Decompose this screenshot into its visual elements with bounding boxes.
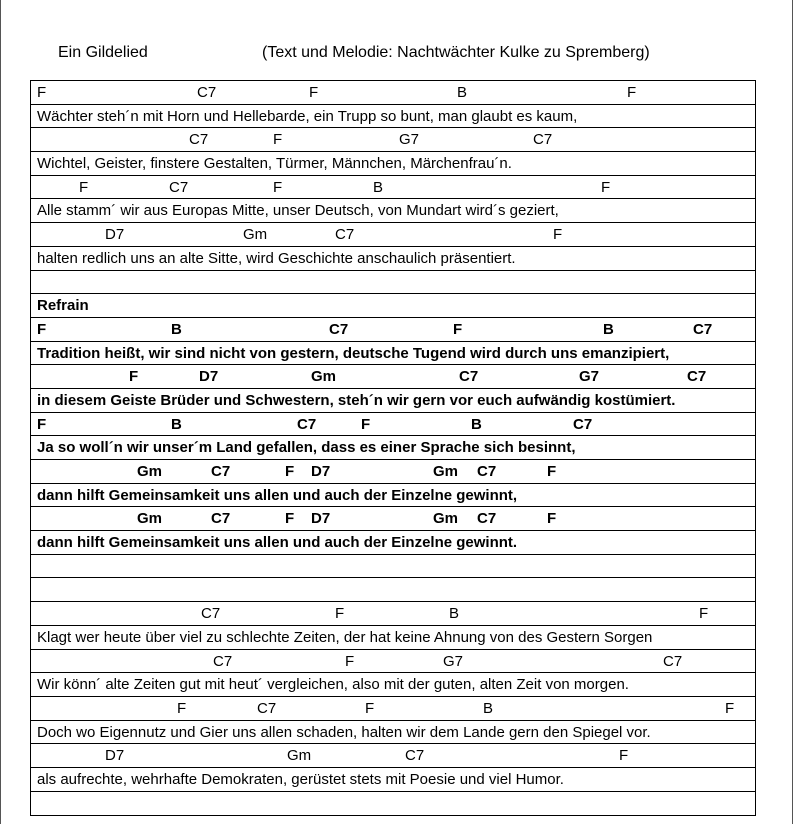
lyric-line: dann hilft Gemeinsamkeit uns allen und auch der Einzelne gewinnt, (37, 486, 518, 504)
refrain-heading-row (31, 294, 755, 318)
chord-label: C7 (687, 368, 707, 386)
chord-label: F (627, 84, 637, 101)
chord-row (31, 602, 755, 626)
chord-label: F (547, 510, 557, 528)
chord-row (31, 365, 755, 389)
page-edge-right (792, 0, 793, 824)
chord-label: Gm (243, 226, 268, 244)
chord-label: C7 (211, 463, 231, 480)
lyric-line: in diesem Geiste Brüder und Schwestern, steh´n wir gern vor euch aufwändig kostümiert. (37, 391, 676, 409)
chord-label: B (457, 84, 468, 101)
chord-label: Gm (137, 463, 163, 480)
chord-row (31, 650, 755, 674)
chord-label: F (37, 84, 47, 101)
chord-row (31, 223, 755, 247)
chord-label: F (285, 510, 295, 528)
lyric-row (31, 484, 755, 508)
chord-label: D7 (105, 747, 125, 765)
chord-label: F (601, 178, 611, 196)
chord-row (31, 176, 755, 200)
chord-label: C7 (693, 320, 713, 338)
chord-label: F (699, 605, 709, 623)
chord-label: G7 (443, 652, 464, 670)
chord-label: F (335, 605, 345, 623)
chord-label: C7 (459, 368, 479, 386)
chord-label: C7 (197, 84, 217, 101)
empty-row (31, 555, 755, 579)
chord-label: F (37, 320, 47, 338)
lyric-row (31, 673, 755, 697)
chord-label: Gm (287, 747, 312, 765)
chord-label: C7 (201, 605, 221, 623)
chord-label: Gm (311, 368, 337, 386)
lyric-line: Wächter steh´n mit Horn und Hellebarde, ein Trupp so bunt, man glaubt es kaum, (37, 107, 578, 125)
chord-label: B (171, 320, 182, 338)
lyric-line: Wir könn´ alte Zeiten gut mit heut´ vergleichen, also mit der guten, alten Zeit von morgen. (37, 676, 629, 694)
page-edge-left (0, 0, 1, 824)
chord-label: F (309, 84, 319, 101)
document-title: Ein Gildelied (58, 44, 148, 61)
chord-label: F (361, 415, 371, 433)
chord-label: D7 (199, 368, 219, 386)
chord-label: C7 (405, 747, 425, 765)
chord-row (31, 460, 755, 484)
chord-row (31, 744, 755, 768)
lyric-row (31, 389, 755, 413)
chord-label: B (171, 415, 182, 433)
chord-label: F (273, 131, 283, 149)
lyric-line: Doch wo Eigennutz und Gier uns allen schaden, halten wir dem Lande gern den Spiegel vor. (37, 723, 651, 741)
lyric-row (31, 531, 755, 555)
empty-row (31, 578, 755, 602)
chord-label: F (129, 368, 139, 386)
lyric-row (31, 768, 755, 792)
chord-row (31, 318, 755, 342)
chord-label: F (37, 415, 47, 433)
chord-label: F (345, 652, 355, 670)
chord-label: D7 (311, 463, 331, 480)
chord-label: B (449, 605, 460, 623)
lyric-row (31, 247, 755, 271)
lyric-line: Ja so woll´n wir unser´m Land gefallen, dass es einer Sprache sich besinnt, (37, 439, 576, 457)
chord-label: F (177, 699, 187, 717)
chord-label: C7 (211, 510, 231, 528)
chord-row (31, 507, 755, 531)
lyric-line: Tradition heißt, wir sind nicht von gestern, deutsche Tugend wird durch uns emanzipiert, (37, 344, 670, 362)
chord-label: F (547, 463, 557, 480)
chord-label: Gm (433, 510, 459, 528)
chord-label: C7 (477, 510, 497, 528)
chord-label: C7 (533, 131, 553, 149)
chord-label: C7 (573, 415, 593, 433)
chord-label: F (273, 178, 283, 196)
chord-label: C7 (663, 652, 683, 670)
chord-row (31, 128, 755, 152)
chord-label: C7 (213, 652, 233, 670)
chord-label: C7 (329, 320, 349, 338)
lyric-row (31, 199, 755, 223)
lyric-line: als aufrechte, wehrhafte Demokraten, gerüstet stets mit Poesie und viel Humor. (37, 770, 564, 788)
chord-row (31, 81, 755, 105)
chord-label: F (365, 699, 375, 717)
chord-label: B (373, 178, 384, 196)
chord-label: G7 (579, 368, 600, 386)
chord-label: Gm (137, 510, 163, 528)
lyric-row (31, 152, 755, 176)
lyric-line: Wichtel, Geister, finstere Gestalten, Türmer, Männchen, Märchenfrau´n. (37, 155, 512, 173)
chord-label: D7 (105, 226, 125, 244)
chord-label: C7 (335, 226, 355, 244)
chord-label: C7 (257, 699, 277, 717)
chord-row (31, 413, 755, 437)
chord-label: C7 (189, 131, 209, 149)
chord-label: B (471, 415, 482, 433)
chord-label: F (285, 463, 295, 480)
lyric-row (31, 626, 755, 650)
chord-label: F (79, 178, 89, 196)
document-credit: (Text und Melodie: Nachtwächter Kulke zu Spremberg) (262, 44, 650, 61)
lyric-line: Klagt wer heute über viel zu schlechte Zeiten, der hat keine Ahnung von des Gestern Sorgen (37, 628, 653, 646)
chord-label: F (725, 699, 735, 717)
empty-row (31, 792, 755, 816)
refrain-heading: Refrain (37, 297, 89, 315)
lyric-row (31, 342, 755, 366)
empty-row (31, 271, 755, 295)
chord-label: Gm (433, 463, 459, 480)
chord-label: F (453, 320, 463, 338)
chord-label: C7 (169, 178, 189, 196)
chord-label: C7 (297, 415, 317, 433)
chord-label: C7 (477, 463, 497, 480)
chord-row (31, 697, 755, 721)
chord-label: D7 (311, 510, 331, 528)
lyric-row (31, 436, 755, 460)
lyric-row (31, 721, 755, 745)
song-table (30, 80, 756, 816)
chord-label: B (483, 699, 494, 717)
chord-label: B (603, 320, 614, 338)
lyric-line: dann hilft Gemeinsamkeit uns allen und auch der Einzelne gewinnt. (37, 534, 518, 552)
chord-label: F (553, 226, 563, 244)
chord-label: F (619, 747, 629, 765)
lyric-row (31, 105, 755, 129)
lyric-line: Alle stamm´ wir aus Europas Mitte, unser Deutsch, von Mundart wird´s geziert, (37, 202, 559, 220)
chord-label: G7 (399, 131, 420, 149)
lyric-line: halten redlich uns an alte Sitte, wird Geschichte anschaulich präsentiert. (37, 249, 516, 267)
